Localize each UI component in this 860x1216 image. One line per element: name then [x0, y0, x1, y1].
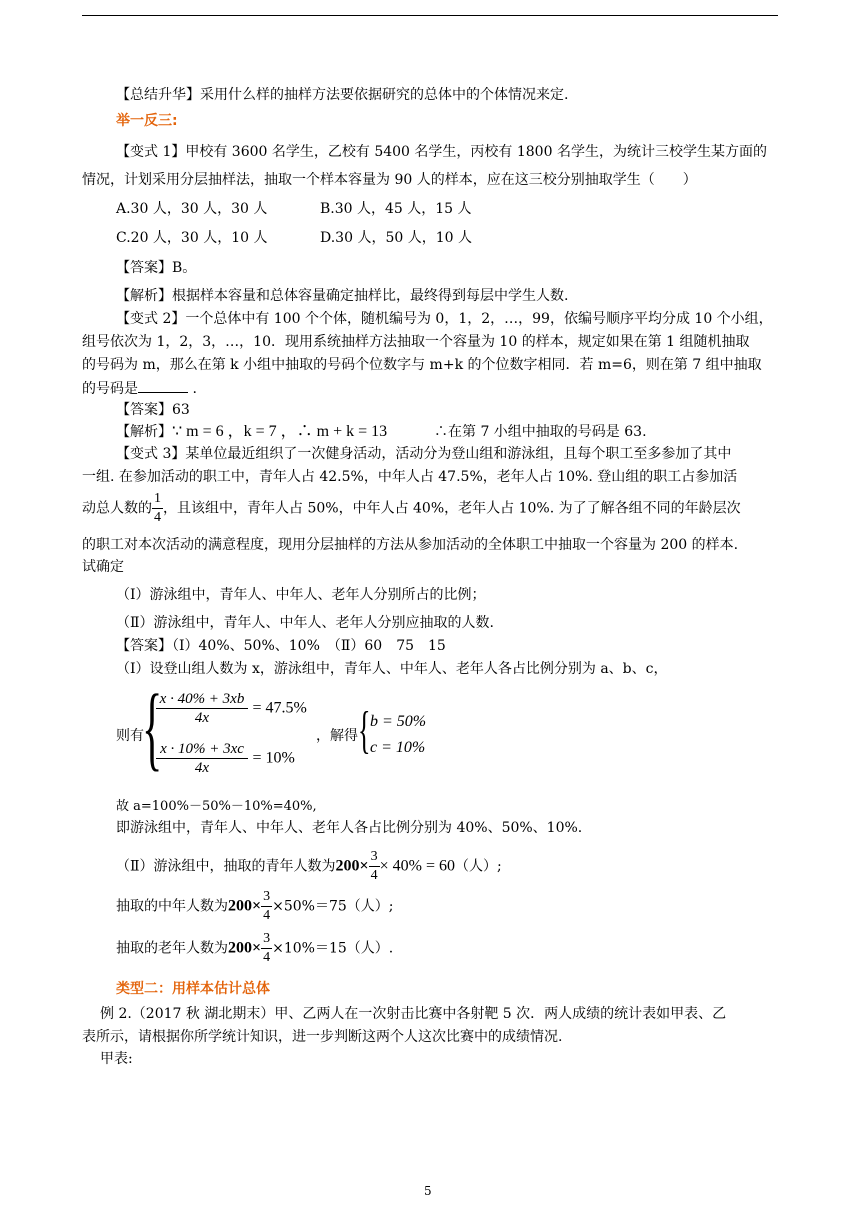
- variant2-because-formula: ∵ m = 6 ，k = 7 ，∴ m + k = 13: [172, 423, 388, 440]
- table-a-label: 甲表:: [100, 1051, 133, 1067]
- eq2-denominator: 4x: [194, 760, 210, 776]
- example2-line2: 表所示，请根据你所学统计知识，进一步判断这两个人这次比赛中的成绩情况.: [82, 1029, 563, 1045]
- variant3-line5: 试确定: [82, 559, 124, 575]
- equation-1: [156, 690, 307, 727]
- left-brace: {: [142, 676, 163, 780]
- variant3-line1: 【变式 3】某单位最近组织了一次健身活动，活动分为登山组和游泳组，且每个职工至多参加了其中: [116, 446, 732, 462]
- question-2: （Ⅱ）游泳组中，青年人、中年人、老年人分别应抽取的人数.: [116, 615, 494, 631]
- result-b: b = 50%: [370, 713, 427, 730]
- old-count-line: 抽取的老年人数为200× $\frac{3}{4}$ ×10%＝15（人）.: [116, 931, 394, 965]
- practice-heading: 举一反三:: [116, 113, 178, 129]
- equation-2: [156, 740, 295, 777]
- eq1-denominator: 4x: [194, 710, 210, 726]
- eq2-rhs: = 10%: [252, 749, 295, 767]
- type2-heading: 类型二：用样本估计总体: [116, 981, 270, 997]
- variant2-line1: 【变式 2】一个总体中有 100 个个体，随机编号为 0，1，2，…，99，依编号顺序平均分成 10 个小组，: [116, 311, 773, 327]
- therefore-a: 故 a=100%－50%－10%=40%,: [116, 799, 317, 814]
- then-have-label: 则有: [116, 728, 144, 744]
- variant2-line4: [82, 379, 197, 398]
- variant2-line4-text: 的号码是: [82, 381, 138, 397]
- answer-blank: [138, 379, 188, 393]
- variant1-analysis: 【解析】根据样本容量和总体容量确定抽样比，最终得到每层中学生人数.: [116, 288, 569, 304]
- question-1: （Ⅰ）游泳组中，青年人、中年人、老年人分别所占的比例；: [116, 587, 486, 603]
- eq1-numerator: x · 40% + 3xb: [156, 690, 248, 709]
- one-quarter-fraction: $\frac{1}{4}$: [154, 491, 161, 525]
- variant3-line4: 的职工对本次活动的满意程度，现用分层抽样的方法从参加活动的全体职工中抽取一个容量为 200 的样本.: [82, 537, 739, 553]
- summary-text: 【总结升华】采用什么样的抽样方法要依据研究的总体中的个体情况来定.: [116, 87, 569, 103]
- result-brace: {: [358, 702, 371, 759]
- variant1-option-d: D.30 人，50 人，10 人: [320, 230, 472, 246]
- variant3-line3-a: 动总人数的: [82, 500, 152, 517]
- variant2-analysis-prefix: 【解析】: [116, 424, 172, 440]
- variant1-option-c: C.20 人，30 人，10 人: [116, 230, 268, 246]
- variant1-option-a: A.30 人，30 人，30 人: [116, 201, 268, 217]
- variant2-line3: 的号码为 m，那么在第 k 小组中抽取的号码个位数字与 m+k 的个位数字相同．若 m=6，则在第 7 组中抽取: [82, 357, 762, 373]
- variant2-analysis: [116, 423, 387, 441]
- variant3-line3-b: ，且该组中，青年人占 50%，中年人占 40%，老年人占 10%. 为了了解各组不同的年龄层次: [163, 500, 741, 517]
- young-count-line: （Ⅱ）游泳组中，抽取的青年人数为200× $\frac{3}{4}$ × 40% = 60（人）;: [116, 849, 502, 883]
- variant1-answer: 【答案】B。: [116, 260, 197, 276]
- header-rule: [82, 15, 778, 16]
- eq2-numerator: x · 10% + 3xc: [156, 740, 248, 759]
- variant3-answer: 【答案】（Ⅰ）40%、50%、10% （Ⅱ）60 75 15: [116, 638, 446, 654]
- variant3-line2: 一组. 在参加活动的职工中，青年人占 42.5%，中年人占 47.5%，老年人占 10%. 登山组的职工占参加活: [82, 469, 738, 485]
- so-line: 即游泳组中，青年人、中年人、老年人各占比例分别为 40%、50%、10%.: [116, 820, 583, 836]
- variant2-analysis-tail: ∴在第 7 小组中抽取的号码是 63.: [434, 424, 647, 440]
- variant2-answer: 【答案】63: [116, 402, 190, 418]
- variant1-line1: 【变式 1】甲校有 3600 名学生，乙校有 5400 名学生，丙校有 1800 名学生，为统计三校学生某方面的: [116, 144, 767, 160]
- solve-label: ，解得: [316, 728, 358, 744]
- middle-count-line: 抽取的中年人数为200× $\frac{3}{4}$ ×50%＝75（人）;: [116, 889, 394, 923]
- variant1-line2: 情况，计划采用分层抽样法，抽取一个样本容量为 90 人的样本，应在这三校分别抽取学生（ ）: [82, 172, 697, 188]
- solution-part1: （Ⅰ）设登山组人数为 x，游泳组中，青年人、中年人、老年人各占比例分别为 a、b、c，: [116, 661, 668, 677]
- variant1-option-b: B.30 人，45 人，15 人: [320, 201, 472, 217]
- example2-line1: 例 2.（2017 秋 湖北期末）甲、乙两人在一次射击比赛中各射靶 5 次．两人成绩的统计表如甲表、乙: [100, 1006, 727, 1022]
- page-number: 5: [424, 1184, 432, 1198]
- variant2-line2: 组号依次为 1，2，3，…，10．现用系统抽样方法抽取一个容量为 10 的样本，规定如果在第 1 组随机抽取: [82, 334, 750, 350]
- result-c: c = 10%: [370, 739, 426, 756]
- eq1-rhs: = 47.5%: [252, 699, 307, 717]
- variant2-line4-end: .: [188, 381, 197, 397]
- variant3-line3: [82, 490, 741, 527]
